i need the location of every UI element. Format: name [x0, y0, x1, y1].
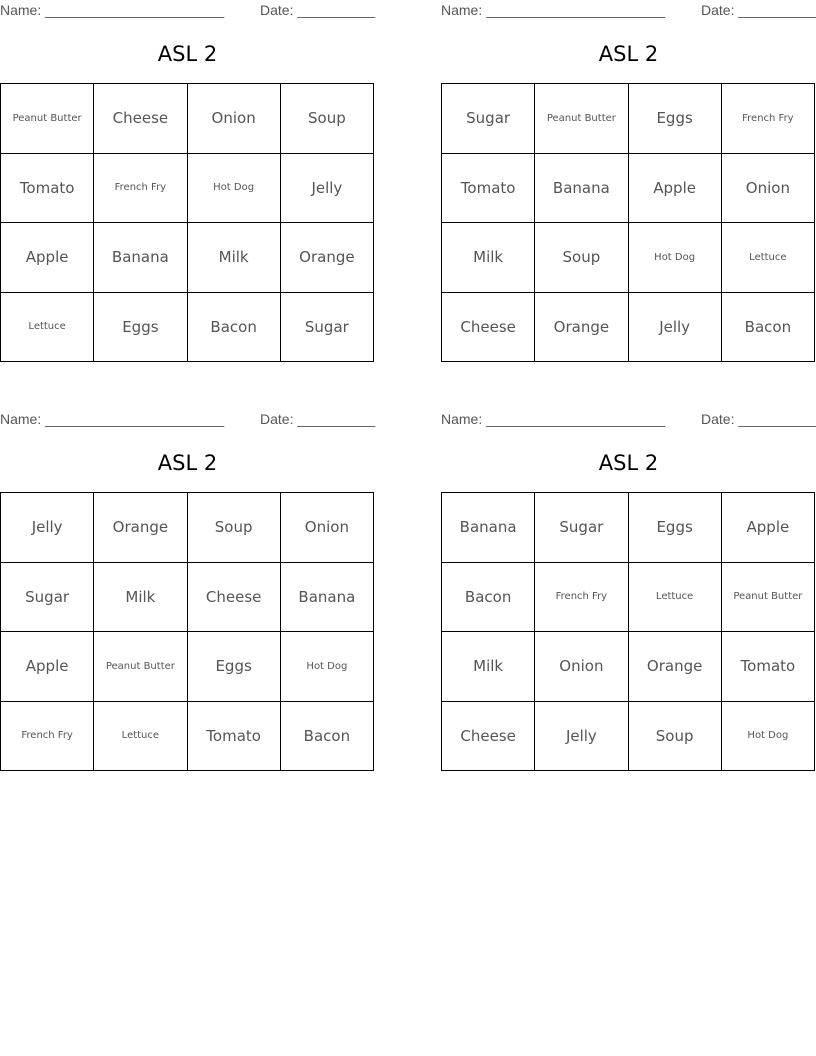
- bingo-cell[interactable]: Soup: [187, 493, 280, 563]
- name-date-line: [441, 411, 816, 429]
- bingo-card-1: [0, 0, 375, 380]
- bingo-cell[interactable]: Orange: [628, 632, 721, 702]
- bingo-cell[interactable]: Orange: [535, 292, 628, 362]
- date-field[interactable]: Date: __________: [260, 2, 376, 18]
- bingo-cell[interactable]: Bacon: [721, 292, 814, 362]
- bingo-cell[interactable]: Sugar: [535, 493, 628, 563]
- bingo-cell[interactable]: Milk: [187, 223, 280, 293]
- bingo-cell[interactable]: Sugar: [280, 292, 373, 362]
- bingo-card-4: [441, 409, 816, 789]
- bingo-cell[interactable]: French Fry: [1, 701, 94, 771]
- bingo-cell[interactable]: Onion: [721, 153, 814, 223]
- bingo-grid: [0, 83, 374, 362]
- bingo-cell[interactable]: Tomato: [721, 632, 814, 702]
- bingo-cell[interactable]: Tomato: [442, 153, 535, 223]
- grid-row: [1, 632, 374, 702]
- grid-row: [1, 292, 374, 362]
- bingo-cell[interactable]: Cheese: [442, 701, 535, 771]
- bingo-cell[interactable]: Orange: [94, 493, 187, 563]
- bingo-grid: [441, 83, 815, 362]
- grid-row: [442, 701, 815, 771]
- bingo-cell[interactable]: Lettuce: [628, 562, 721, 632]
- date-field[interactable]: Date: __________: [701, 411, 816, 427]
- bingo-cell[interactable]: Hot Dog: [628, 223, 721, 293]
- bingo-cell[interactable]: Cheese: [187, 562, 280, 632]
- bingo-cell[interactable]: Milk: [442, 632, 535, 702]
- bingo-cell[interactable]: Bacon: [442, 562, 535, 632]
- bingo-cell[interactable]: Eggs: [94, 292, 187, 362]
- bingo-cell[interactable]: Banana: [280, 562, 373, 632]
- bingo-cell[interactable]: Hot Dog: [280, 632, 373, 702]
- grid-row: [442, 632, 815, 702]
- bingo-cell[interactable]: Soup: [628, 701, 721, 771]
- bingo-cell[interactable]: Lettuce: [721, 223, 814, 293]
- name-field[interactable]: Name: _______________________: [0, 411, 225, 427]
- bingo-cell[interactable]: Milk: [94, 562, 187, 632]
- grid-row: [1, 562, 374, 632]
- card-title: ASL 2: [157, 451, 218, 475]
- grid-row: [1, 223, 374, 293]
- bingo-cell[interactable]: Onion: [280, 493, 373, 563]
- name-field[interactable]: Name: _______________________: [441, 411, 666, 427]
- bingo-cell[interactable]: Bacon: [187, 292, 280, 362]
- grid-row: [442, 292, 815, 362]
- grid-row: [1, 493, 374, 563]
- bingo-cell[interactable]: Apple: [1, 632, 94, 702]
- bingo-cell[interactable]: French Fry: [721, 84, 814, 154]
- bingo-cell[interactable]: Tomato: [187, 701, 280, 771]
- bingo-cell[interactable]: Peanut Butter: [94, 632, 187, 702]
- bingo-cell[interactable]: Peanut Butter: [1, 84, 94, 154]
- bingo-cell[interactable]: Jelly: [1, 493, 94, 563]
- bingo-cell[interactable]: Orange: [280, 223, 373, 293]
- bingo-cell[interactable]: Jelly: [628, 292, 721, 362]
- bingo-cell[interactable]: Jelly: [280, 153, 373, 223]
- bingo-cell[interactable]: Apple: [1, 223, 94, 293]
- bingo-cell[interactable]: Hot Dog: [721, 701, 814, 771]
- card-title: ASL 2: [598, 42, 659, 66]
- bingo-cell[interactable]: French Fry: [94, 153, 187, 223]
- grid-row: [442, 493, 815, 563]
- bingo-cell[interactable]: Soup: [535, 223, 628, 293]
- bingo-cell[interactable]: Lettuce: [94, 701, 187, 771]
- bingo-cell[interactable]: Eggs: [187, 632, 280, 702]
- bingo-cell[interactable]: Onion: [187, 84, 280, 154]
- name-date-line: [441, 2, 816, 20]
- name-date-line: [0, 2, 375, 20]
- date-field[interactable]: Date: __________: [701, 2, 816, 18]
- card-title: ASL 2: [157, 42, 218, 66]
- date-field[interactable]: Date: __________: [260, 411, 376, 427]
- bingo-card-3: [0, 409, 375, 789]
- bingo-cell[interactable]: Peanut Butter: [535, 84, 628, 154]
- bingo-grid: [441, 492, 815, 771]
- bingo-cell[interactable]: Jelly: [535, 701, 628, 771]
- grid-row: [442, 84, 815, 154]
- bingo-cell[interactable]: Hot Dog: [187, 153, 280, 223]
- grid-row: [1, 84, 374, 154]
- bingo-cell[interactable]: Sugar: [442, 84, 535, 154]
- bingo-cell[interactable]: Eggs: [628, 493, 721, 563]
- grid-row: [442, 153, 815, 223]
- bingo-cell[interactable]: Soup: [280, 84, 373, 154]
- bingo-cell[interactable]: Banana: [535, 153, 628, 223]
- bingo-cell[interactable]: Lettuce: [1, 292, 94, 362]
- bingo-cell[interactable]: Onion: [535, 632, 628, 702]
- grid-row: [442, 562, 815, 632]
- bingo-cell[interactable]: Banana: [94, 223, 187, 293]
- bingo-cell[interactable]: Sugar: [1, 562, 94, 632]
- bingo-cell[interactable]: Tomato: [1, 153, 94, 223]
- name-field[interactable]: Name: _______________________: [0, 2, 225, 18]
- grid-row: [1, 701, 374, 771]
- bingo-cell[interactable]: Apple: [721, 493, 814, 563]
- bingo-cell[interactable]: Banana: [442, 493, 535, 563]
- bingo-cell[interactable]: Cheese: [94, 84, 187, 154]
- bingo-cell[interactable]: Eggs: [628, 84, 721, 154]
- name-field[interactable]: Name: _______________________: [441, 2, 666, 18]
- bingo-cell[interactable]: Apple: [628, 153, 721, 223]
- name-date-line: [0, 411, 375, 429]
- bingo-grid: [0, 492, 374, 771]
- bingo-card-2: [441, 0, 816, 380]
- grid-row: [442, 223, 815, 293]
- bingo-cell[interactable]: Milk: [442, 223, 535, 293]
- bingo-cell[interactable]: Cheese: [442, 292, 535, 362]
- card-title: ASL 2: [598, 451, 659, 475]
- bingo-cell[interactable]: French Fry: [535, 562, 628, 632]
- bingo-cell[interactable]: Peanut Butter: [721, 562, 814, 632]
- grid-row: [1, 153, 374, 223]
- bingo-cell[interactable]: Bacon: [280, 701, 373, 771]
